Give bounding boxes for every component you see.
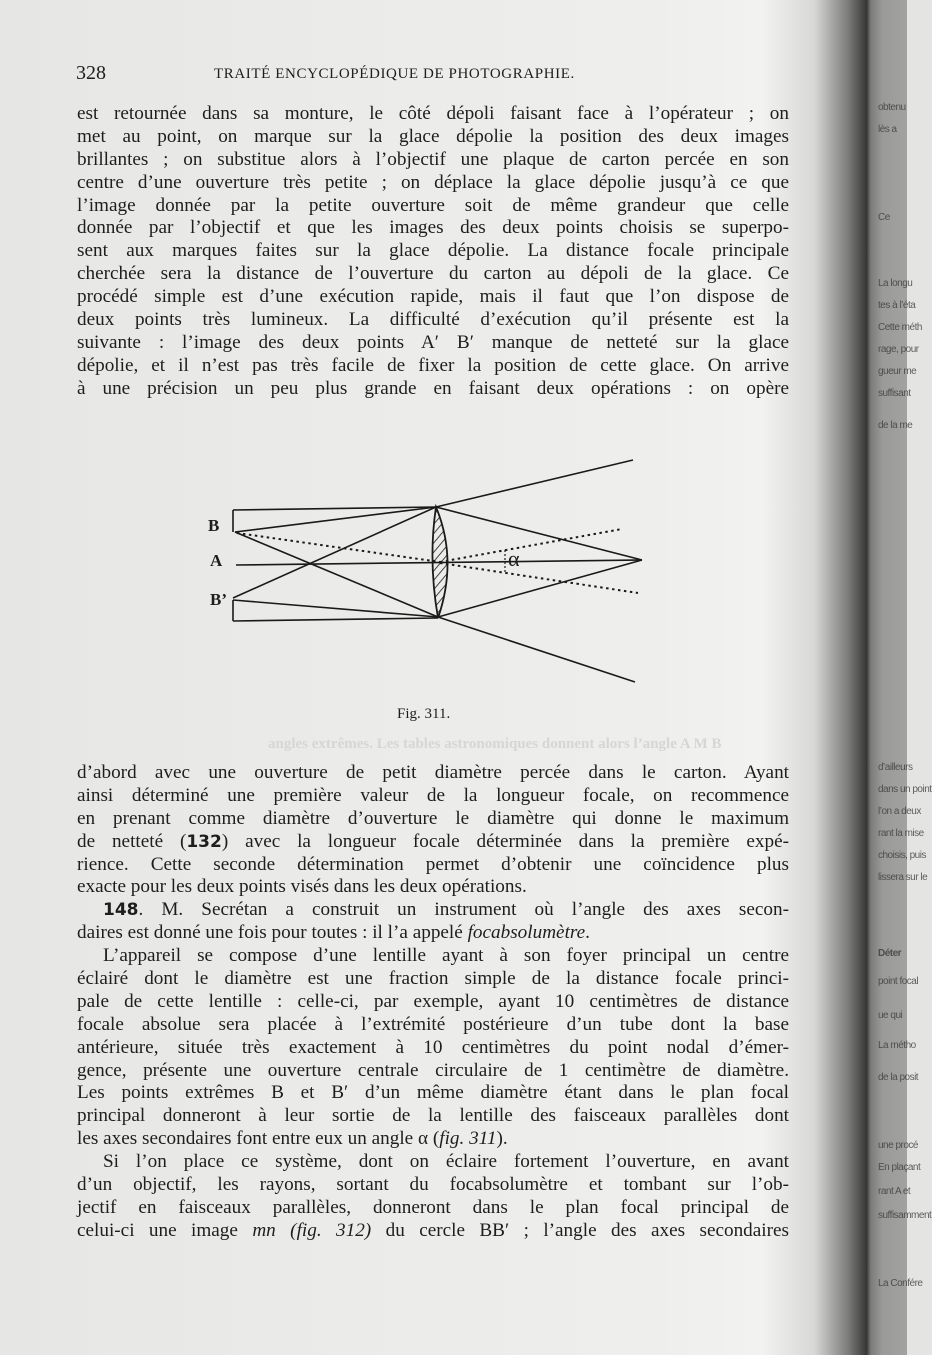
figure-caption: Fig. 311. <box>397 706 451 722</box>
term-focabsolumetre: focabsolumètre <box>467 922 586 944</box>
text-fragment: les axes secondaires font entre eux un angle α ( <box>77 1128 440 1150</box>
adjacent-text-fragment: obtenu <box>878 102 906 113</box>
adjacent-text-fragment: rage, pour <box>878 344 919 355</box>
label-A: A <box>210 551 223 570</box>
text-line: l’image donnée par la petite ouverture soit de même grandeur que celle <box>77 194 789 216</box>
term-mn: mn <box>252 1219 276 1241</box>
ray-Bprime-to-lens-top <box>233 507 436 598</box>
adjacent-text-fragment: ue qui <box>878 1010 903 1021</box>
adjacent-text-fragment: Déter <box>878 948 902 959</box>
adjacent-text-fragment: rant la mise <box>878 828 924 839</box>
text-line: dépolie, et il n’est pas très facile de fixer la position de cette glace. On arrive <box>77 354 789 376</box>
label-alpha: α <box>508 546 520 571</box>
text-line: rience. Cette seconde détermination permet d’obtenir une coïncidence plus <box>77 853 789 875</box>
text-line: sent aux marques faites sur la glace dépolie. La distance focale principale <box>77 240 789 262</box>
adjacent-text-fragment: La Confére <box>878 1278 923 1289</box>
lens-ray-diagram <box>190 450 650 730</box>
figure-reference-311: fig. 311 <box>439 1128 497 1150</box>
secondary-axis-upper-in <box>237 533 440 562</box>
text-line: à une précision un peu plus grande en faisant deux opérations : on opère <box>77 377 789 399</box>
text-fragment: ) avec la longueur focale déterminée dans la première expé- <box>221 830 789 852</box>
adjacent-text-fragment: La métho <box>878 1040 916 1051</box>
ray-lower-outgoing <box>438 617 635 682</box>
text-line: cherchée sera la distance de l’ouverture du carton au dépoli de la glace. Ce <box>77 263 789 285</box>
text-line: principal donneront à leur sortie de la lentille des faisceaux parallèles dont <box>77 1105 789 1127</box>
text-line: L’appareil se compose d’une lentille ayant à son foyer principal un centre <box>103 945 789 967</box>
adjacent-text-fragment: dans un point <box>878 784 932 795</box>
text-line: deux points très lumineux. La difficulté d’exécution qu’il présente est la <box>77 309 789 331</box>
text-fragment: . <box>585 922 590 944</box>
figure-reference-312: (fig. 312) <box>275 1219 372 1241</box>
secondary-axis-upper-out <box>440 529 622 562</box>
adjacent-text-fragment: tes à l’éta <box>878 300 916 311</box>
text-line: ainsi déterminé une première valeur de la longueur focale, on recommence <box>77 784 789 806</box>
text-line: d’abord avec une ouverture de petit diamètre percée dans le carton. Ayant <box>77 762 789 783</box>
text-line: procédé simple est d’une exécution rapide, mais il faut que l’on dispose de <box>77 286 789 308</box>
page-header <box>76 62 788 86</box>
ray-B-to-lens-bottom <box>235 532 438 617</box>
text-line <box>77 831 789 854</box>
adjacent-text-fragment: Ce <box>878 212 890 223</box>
text-line: suivante : l’image des deux points A′ B′ manque de netteté sur la glace <box>77 331 789 353</box>
adjacent-page-edge <box>866 0 932 1355</box>
label-B: B <box>208 516 220 535</box>
text-line: donnée par l’objectif et que les images des deux points choisis se superpo- <box>77 217 789 239</box>
show-through-text: angles extrêmes. Les tables astronomiques donnent alors l’angle A M B <box>268 736 722 752</box>
adjacent-text-fragment: suffisant <box>878 388 911 399</box>
adjacent-text-fragment: lissera sur le <box>878 872 928 883</box>
text-line: gence, présente une ouverture centrale circulaire de 1 centimètre de diamètre. <box>77 1059 789 1081</box>
adjacent-text-fragment: gueur me <box>878 366 917 377</box>
text-line: focale absolue sera placée à l’extrémité postérieure d’un tube dont la base <box>77 1013 789 1035</box>
ray-bottom-to-focus <box>438 560 642 617</box>
ray-Bprime-to-lens-bottom <box>233 600 438 617</box>
text-line: pale de cette lentille : celle-ci, par exemple, ayant 10 centimètres de distance <box>77 990 789 1012</box>
ray-upper-outgoing <box>436 460 633 507</box>
adjacent-text-fragment: l’on a deux <box>878 806 921 817</box>
adjacent-text-fragment: de la posit <box>878 1072 919 1083</box>
page-number: 328 <box>76 62 106 84</box>
adjacent-text-fragment: d’ailleurs <box>878 762 913 773</box>
adjacent-text-fragment: choisis, puis <box>878 850 926 861</box>
text-line: Si l’on place ce système, dont on éclaire fortement l’ouverture, en avant <box>103 1151 789 1173</box>
tube-top-edge <box>233 507 436 510</box>
text-line <box>77 922 789 945</box>
text-line <box>77 1128 789 1151</box>
adjacent-text-fragment: lès a <box>878 124 897 135</box>
tube-bottom-edge <box>233 618 438 621</box>
adjacent-text-fragment: Cette méth <box>878 322 922 333</box>
text-line: jectif en faisceaux parallèles, donneront dans le plan focal principal de <box>77 1196 789 1218</box>
section-148-heading-line <box>77 899 789 922</box>
adjacent-text-fragment: une procé <box>878 1140 918 1151</box>
text-line: met au point, on marque sur la glace dépolie la position des deux images <box>77 125 789 147</box>
text-fragment: . M. Secrétan a construit un instrument où l’angle des axes secon- <box>138 899 789 921</box>
figure-311 <box>190 450 650 730</box>
text-fragment: daires est donné une fois pour toutes : il l’a appelé <box>77 922 468 944</box>
text-line: exacte pour les deux points visés dans les deux opérations. <box>77 876 527 898</box>
section-number-148: 148 <box>103 900 139 921</box>
paragraph-second-operation <box>77 762 789 1243</box>
label-B-prime: B’ <box>210 590 227 609</box>
adjacent-text-fragment: suffisamment <box>878 1210 932 1221</box>
text-line: en prenant comme diamètre d’ouverture le diamètre qui donne le maximum <box>77 807 789 829</box>
text-line: antérieure, située très exactement à 10 centimètres du point nodal d’émer- <box>77 1036 789 1058</box>
text-fragment: ). <box>496 1128 508 1150</box>
text-line: éclairé dont le diamètre est une fraction simple de la distance focale princi- <box>77 968 789 990</box>
adjacent-text-fragment: rant A et <box>878 1186 911 1197</box>
text-line: est retournée dans sa monture, le côté dépoli faisant face à l’opérateur ; on <box>77 103 789 124</box>
adjacent-text-fragment: point focal <box>878 976 919 987</box>
text-line: centre d’une ouverture très petite ; on déplace la glace dépolie jusqu’à ce que <box>77 171 789 193</box>
ray-B-to-lens-top <box>235 507 436 532</box>
paragraph-focal-method <box>77 103 789 401</box>
text-line: brillantes ; on substitue alors à l’objectif une plaque de carton percée en son <box>77 148 789 170</box>
running-title: TRAITÉ ENCYCLOPÉDIQUE DE PHOTOGRAPHIE. <box>214 66 575 82</box>
adjacent-text-fragment: La longu <box>878 278 913 289</box>
adjacent-text-fragment: de la me <box>878 420 913 431</box>
text-line: d’un objectif, les rayons, sortant du focabsolumètre et tombant sur l’ob- <box>77 1174 789 1196</box>
lens-icon <box>432 507 447 618</box>
text-fragment: du cercle BB′ ; l’angle des axes secondaires <box>371 1219 789 1241</box>
text-fragment: celui-ci une image <box>77 1219 253 1241</box>
section-reference-132: 132 <box>186 831 222 852</box>
ray-top-to-focus <box>436 507 642 560</box>
text-line: Les points extrêmes B et B′ d’un même diamètre étant dans le plan focal <box>77 1082 789 1104</box>
text-line <box>77 1220 789 1243</box>
adjacent-text-fragment: En plaçant <box>878 1162 921 1173</box>
text-fragment: de netteté ( <box>77 830 187 852</box>
